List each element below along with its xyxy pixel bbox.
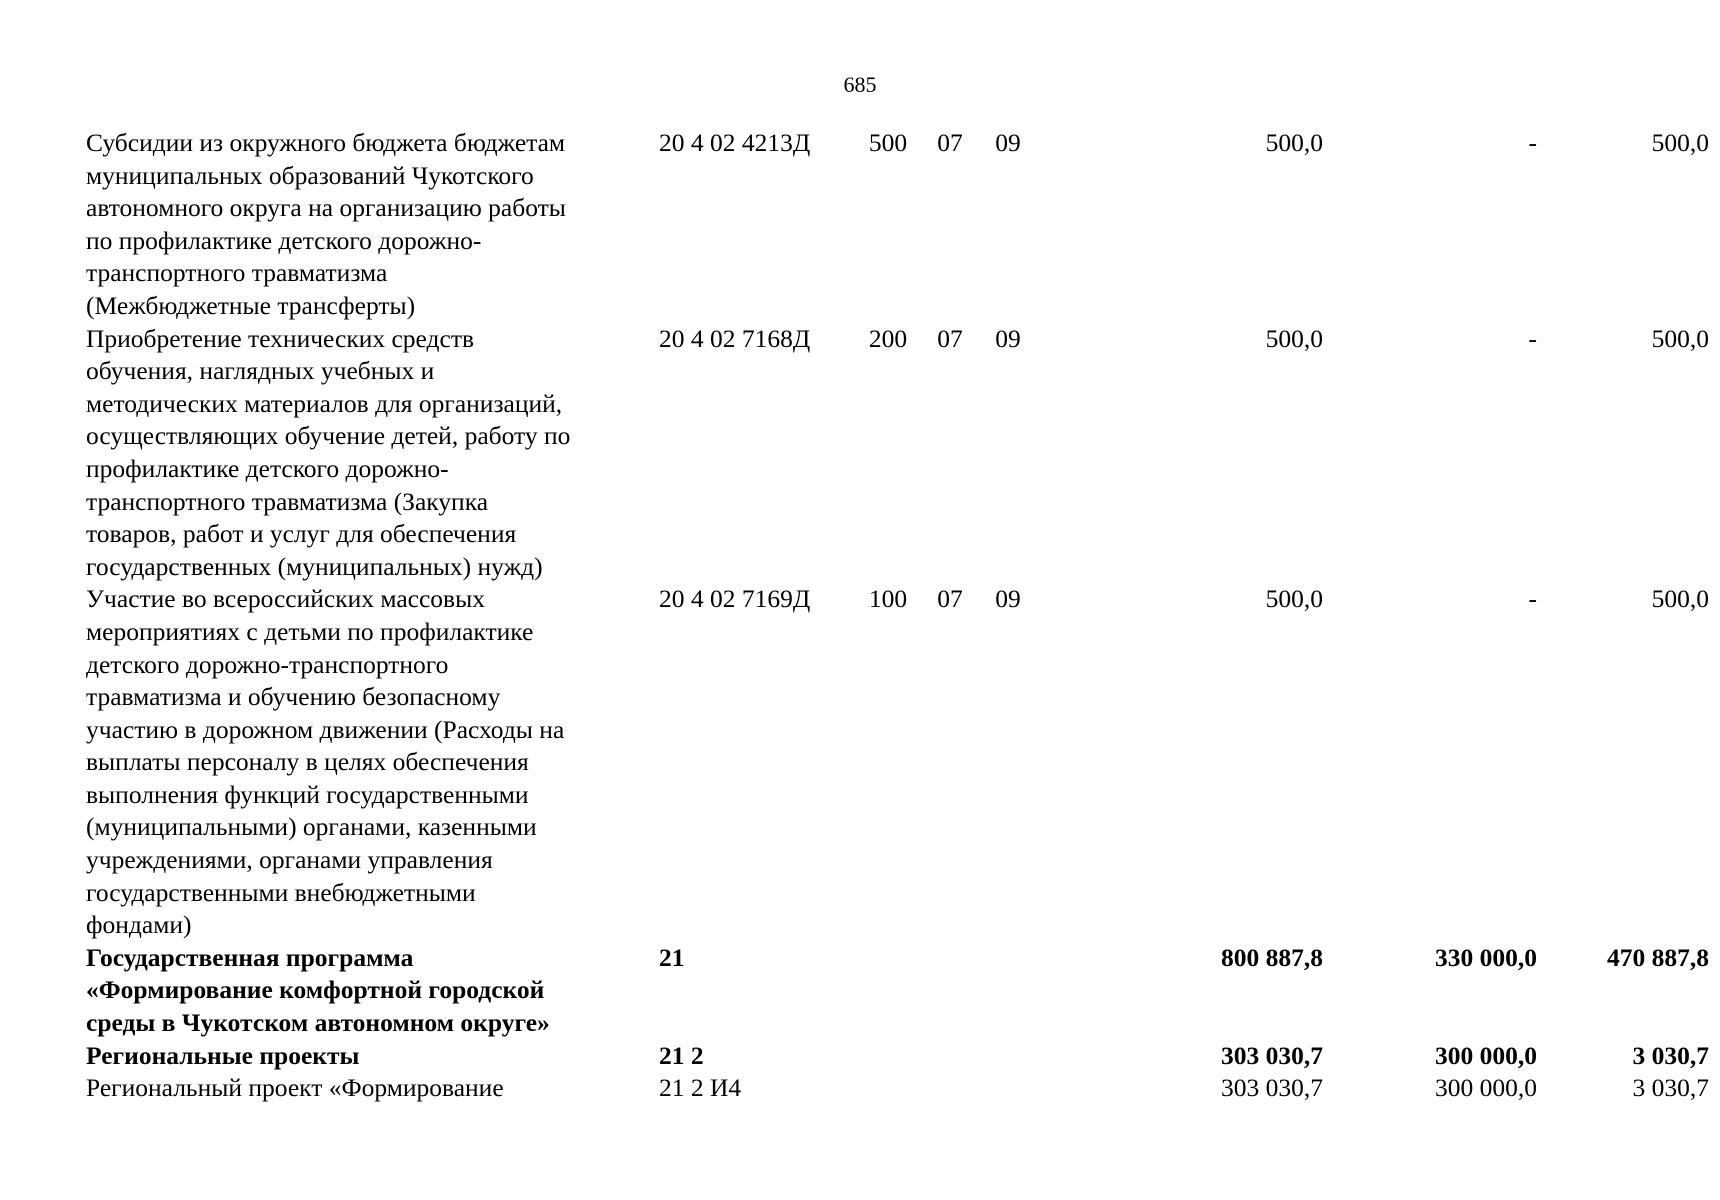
row-expense-type: 100 [868,584,908,614]
row-federal: - [1528,128,1537,157]
row-regional: 500,0 [1651,128,1709,157]
table-row [86,1040,1709,1073]
row-expense-type: 500 [868,128,908,157]
row-description: Региональные проекты [86,1040,360,1070]
row-subsection: 09 [995,584,1021,614]
row-total: 500,0 [1265,323,1323,353]
row-federal: 300 000,0 [1435,1073,1537,1103]
row-regional: 3 030,7 [1632,1073,1709,1103]
row-regional: 500,0 [1651,584,1709,614]
row-code: 21 [659,942,685,972]
row-section: 07 [937,584,963,614]
row-description: Региональный проект «Формирование [86,1073,504,1103]
table-row [86,1072,1709,1105]
row-federal: - [1528,323,1537,353]
table-row [86,127,1709,323]
table-row [86,942,1709,1040]
row-code: 20 4 02 7168Д [659,323,811,353]
row-subsection: 09 [995,323,1021,353]
row-subsection: 09 [995,128,1021,157]
row-code: 21 2 И4 [659,1073,742,1103]
budget-table [86,127,1709,1105]
row-description: Приобретение технических средств обучения, наглядных учебных и методических материалов для организаций, осуществляющих обучение детей, работу по профилактике детского дорожно- транспортного травматизма (Закупка товаров, работ и услуг для обеспечения государственных (муниципальных) нужд) [86,323,571,581]
row-description: Субсидии из окружного бюджета бюджетам муниципальных образований Чукотского автономного округа на организацию работы по профилактике детского дорожно- транспортного травматизма (Межбюджетные трансферты) [86,128,566,320]
row-code: 21 2 [659,1040,704,1070]
row-regional: 470 887,8 [1607,942,1709,972]
row-description: Участие во всероссийских массовых мероприятиях с детьми по профилактике детского дорожно-транспортного травматизма и обучению безопасному участию в дорожном движении (Расходы на выплаты персоналу в целях обеспечения выполнения функций государственными (муниципальными) органами, казенными учреждениями, органами управления государственными внебюджетными фондами) [86,584,565,940]
row-description: Государственная программа «Формирование комфортной городской среды в Чукотском автономном округе» [86,942,550,1038]
row-code: 20 4 02 4213Д [659,128,811,157]
row-section: 07 [937,323,963,353]
row-total: 800 887,8 [1221,942,1323,972]
row-federal: 330 000,0 [1435,942,1537,972]
row-expense-type: 200 [868,323,908,353]
row-code: 20 4 02 7169Д [659,584,811,614]
row-federal: - [1528,584,1537,614]
row-total: 500,0 [1265,584,1323,614]
row-total: 303 030,7 [1221,1073,1323,1103]
row-regional: 500,0 [1651,323,1709,353]
row-section: 07 [937,128,963,157]
row-total: 500,0 [1265,128,1323,157]
table-row [86,583,1709,942]
row-regional: 3 030,7 [1632,1040,1709,1070]
table-row [86,323,1709,584]
row-total: 303 030,7 [1221,1040,1323,1070]
page-number: 685 [843,72,877,97]
row-federal: 300 000,0 [1435,1040,1537,1070]
